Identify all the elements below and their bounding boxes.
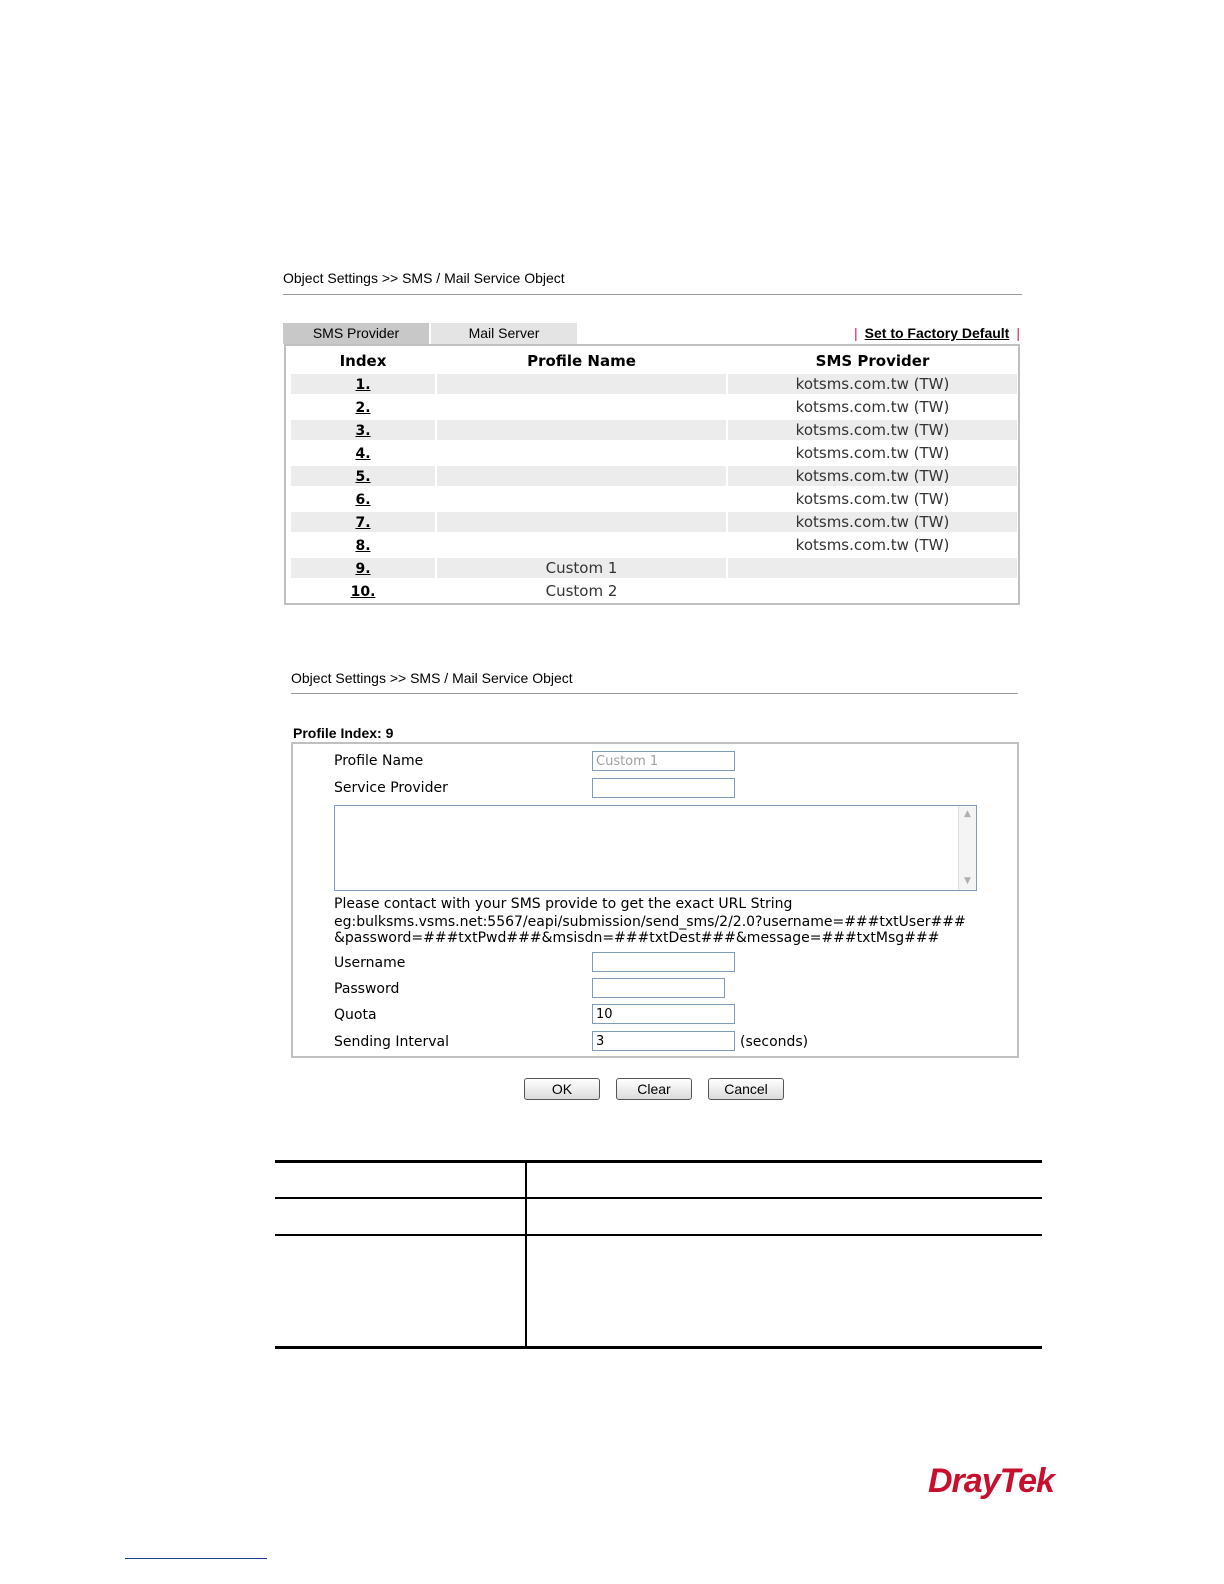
textarea-scrollbar[interactable] (958, 806, 976, 890)
row-index-link[interactable]: 3. (355, 423, 371, 439)
row-index-link[interactable]: 10. (350, 584, 376, 600)
header-profile-name: Profile Name (527, 352, 636, 370)
separator: | (1016, 325, 1020, 341)
row-profile-name (437, 443, 726, 463)
profile-name-input[interactable] (592, 751, 735, 771)
cancel-button[interactable]: Cancel (708, 1078, 784, 1100)
row-profile-name: Custom 1 (437, 558, 726, 578)
username-input[interactable] (592, 952, 735, 972)
table-header (286, 352, 1018, 372)
row-index-link[interactable]: 5. (355, 469, 371, 485)
username-label: Username (334, 955, 406, 971)
row-index-link[interactable]: 6. (355, 492, 371, 508)
row-provider: kotsms.com.tw (TW) (728, 466, 1017, 486)
table-row (291, 374, 1017, 394)
service-provider-label: Service Provider (334, 780, 448, 796)
set-to-factory-default-link[interactable]: Set to Factory Default (864, 325, 1010, 341)
table-column-divider (525, 1160, 527, 1349)
profile-index-title: Profile Index: 9 (293, 725, 394, 741)
row-provider: kotsms.com.tw (TW) (728, 420, 1017, 440)
sending-interval-label: Sending Interval (334, 1034, 449, 1050)
row-profile-name: Custom 2 (545, 582, 618, 600)
password-input[interactable] (592, 978, 725, 998)
row-provider: kotsms.com.tw (TW) (795, 536, 950, 554)
table-row (291, 581, 1017, 601)
profile-name-label: Profile Name (334, 753, 424, 769)
breadcrumb: Object Settings >> SMS / Mail Service Object (291, 670, 573, 686)
footer-line (125, 1558, 267, 1559)
quota-input[interactable] (592, 1004, 735, 1024)
row-provider (728, 581, 1017, 601)
row-profile-name (437, 512, 726, 532)
table-row (291, 397, 1017, 417)
table-rule-top (275, 1160, 1042, 1163)
table-row (291, 466, 1017, 486)
url-example-line: eg:bulksms.vsms.net:5567/eapi/submission/send_sms/2/2.0?username=###txtUser### (334, 914, 966, 930)
row-profile-name (437, 535, 726, 555)
profile-form (291, 742, 1019, 1058)
row-profile-name (437, 420, 726, 440)
row-index-link[interactable]: 8. (355, 538, 371, 554)
table-rule-bottom (275, 1346, 1042, 1349)
table-row (291, 558, 1017, 578)
ok-button[interactable]: OK (524, 1078, 600, 1100)
row-provider: kotsms.com.tw (TW) (795, 398, 950, 416)
row-index-link[interactable]: 2. (355, 400, 371, 416)
table-row (291, 512, 1017, 532)
row-index-link[interactable]: 9. (355, 561, 371, 577)
service-provider-input[interactable] (592, 778, 735, 798)
password-label: Password (334, 981, 400, 997)
row-index-link[interactable]: 1. (355, 377, 371, 393)
row-provider: kotsms.com.tw (TW) (795, 444, 950, 462)
divider (291, 693, 1018, 694)
divider (283, 294, 1022, 295)
separator: | (854, 325, 858, 341)
factory-default-area (847, 325, 1020, 341)
row-profile-name (437, 466, 726, 486)
row-index-link[interactable]: 4. (355, 446, 371, 462)
row-provider: kotsms.com.tw (TW) (795, 490, 950, 508)
header-sms-provider: SMS Provider (815, 352, 930, 370)
table-row (291, 535, 1017, 555)
draytek-logo: DrayTek (928, 1462, 1054, 1500)
quota-label: Quota (334, 1007, 377, 1023)
table-row (291, 489, 1017, 509)
row-provider (728, 558, 1017, 578)
table-row (291, 420, 1017, 440)
table-rule (275, 1197, 1042, 1199)
tab-mail-server[interactable]: Mail Server (431, 323, 577, 344)
row-provider: kotsms.com.tw (TW) (728, 374, 1017, 394)
url-string-textarea[interactable] (334, 805, 977, 891)
interval-unit: (seconds) (740, 1034, 809, 1050)
scroll-down-icon[interactable]: ▼ (964, 876, 971, 886)
row-profile-name (437, 489, 726, 509)
tab-sms-provider[interactable]: SMS Provider (283, 323, 429, 344)
header-index: Index (339, 352, 387, 370)
breadcrumb: Object Settings >> SMS / Mail Service Object (283, 270, 565, 286)
table-row (291, 443, 1017, 463)
url-hint-line: Please contact with your SMS provide to get the exact URL String (334, 896, 793, 912)
sending-interval-input[interactable] (592, 1031, 735, 1051)
row-profile-name (437, 397, 726, 417)
url-example-line: &password=###txtPwd###&msisdn=###txtDest###&message=###txtMsg### (334, 930, 940, 946)
sms-provider-table (284, 344, 1020, 605)
clear-button[interactable]: Clear (616, 1078, 692, 1100)
table-rule (275, 1234, 1042, 1236)
row-index-link[interactable]: 7. (355, 515, 371, 531)
scroll-up-icon[interactable]: ▲ (964, 809, 971, 819)
row-provider: kotsms.com.tw (TW) (728, 512, 1017, 532)
row-profile-name (437, 374, 726, 394)
